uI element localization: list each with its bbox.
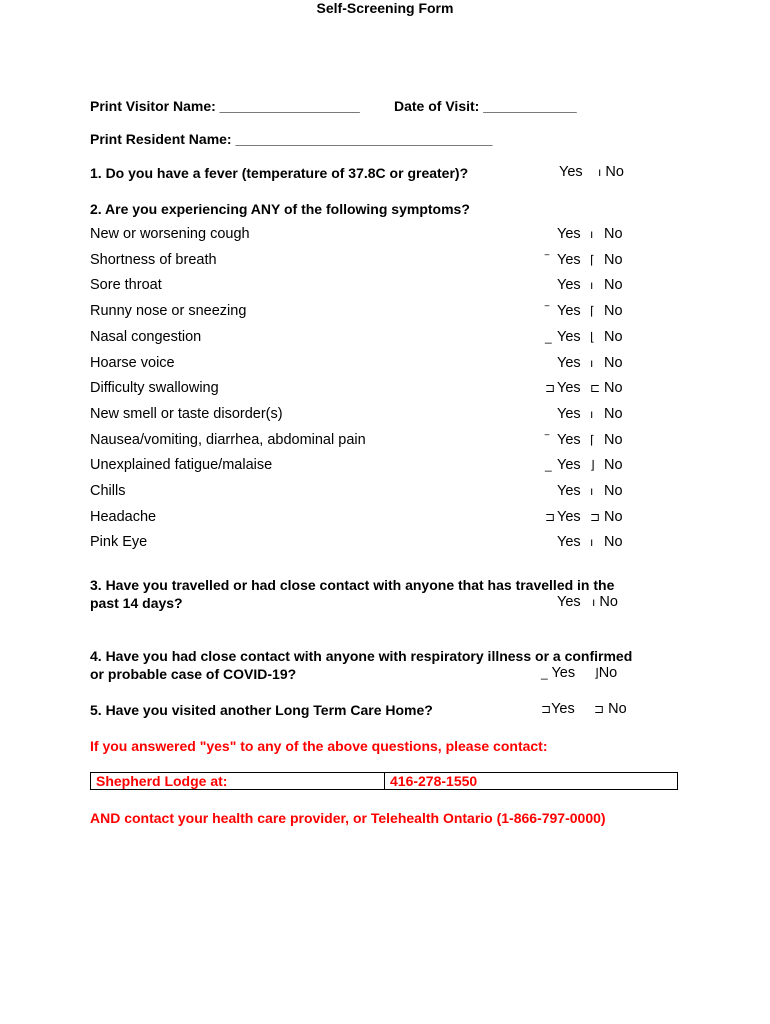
checkbox-icon[interactable]: ⌋ <box>594 666 599 680</box>
checkbox-icon[interactable]: ı <box>590 535 594 549</box>
symptom-yes-option[interactable]: ‾ Yes <box>545 432 581 448</box>
q3-no-option[interactable]: ı No <box>592 594 618 610</box>
checkbox-icon[interactable]: ⊐ <box>594 702 605 716</box>
symptom-yes-option[interactable]: Yes <box>557 277 581 293</box>
symptom-label: Pink Eye <box>90 534 148 550</box>
symptom-yes-option[interactable]: ‾ Yes <box>545 252 581 268</box>
visitor-name-field[interactable]: Print Visitor Name: __________________ <box>90 98 360 114</box>
symptom-label: New or worsening cough <box>90 226 250 242</box>
checkbox-icon[interactable]: ⌊ <box>590 330 595 344</box>
symptom-label: New smell or taste disorder(s) <box>90 406 283 422</box>
question-3-line-1: 3. Have you travelled or had close contact with anyone that has travelled in the <box>90 577 615 593</box>
checkbox-icon[interactable]: ı <box>590 278 594 292</box>
question-1: 1. Do you have a fever (temperature of 37.8C or greater)? <box>90 165 469 181</box>
symptom-yes-option[interactable]: Yes <box>557 534 581 550</box>
symptom-label: Unexplained fatigue/malaise <box>90 457 273 473</box>
symptom-yes-option[interactable]: _ Yes <box>545 329 581 345</box>
q4-yes-option[interactable]: _ Yes <box>541 665 576 681</box>
checkbox-icon[interactable]: ‾ <box>545 304 549 318</box>
symptom-no-option[interactable]: ⌈ No <box>590 432 623 448</box>
question-4-line-2: or probable case of COVID-19? <box>90 666 297 682</box>
symptom-no-option[interactable]: ⌋ No <box>590 457 623 473</box>
checkbox-icon[interactable]: ⌈ <box>590 304 595 318</box>
contact-name-cell: Shepherd Lodge at: <box>91 773 385 789</box>
q4-no-option[interactable]: ⌋No <box>594 665 618 681</box>
q3-yes-option[interactable]: Yes <box>557 594 581 610</box>
symptom-yes-option[interactable]: _ Yes <box>545 457 581 473</box>
symptom-yes-option[interactable]: ⊐ Yes <box>545 509 581 525</box>
symptom-no-option[interactable]: ⌈ No <box>590 252 623 268</box>
symptom-no-option[interactable]: ⊏ No <box>590 380 623 396</box>
symptom-label: Sore throat <box>90 277 162 293</box>
question-5: 5. Have you visited another Long Term Care Home? <box>90 702 433 718</box>
question-2: 2. Are you experiencing ANY of the following symptoms? <box>90 201 470 217</box>
contact-instruction: If you answered "yes" to any of the above questions, please contact: <box>90 738 548 754</box>
symptom-yes-option[interactable]: ⊐ Yes <box>545 380 581 396</box>
q1-yes-option[interactable]: Yes <box>559 164 583 180</box>
checkbox-icon[interactable]: ı <box>592 595 596 609</box>
checkbox-icon[interactable]: ⊐ <box>545 381 556 395</box>
q5-no-option[interactable]: ⊐ No <box>594 701 627 717</box>
checkbox-icon[interactable]: ⊏ <box>590 381 601 395</box>
symptom-no-option[interactable]: ı No <box>590 483 623 499</box>
symptom-yes-option[interactable]: Yes <box>557 406 581 422</box>
q1-no-option[interactable]: ı No <box>598 164 624 180</box>
symptom-label: Nasal congestion <box>90 329 202 345</box>
checkbox-icon[interactable]: _ <box>541 666 548 680</box>
symptom-yes-option[interactable]: Yes <box>557 355 581 371</box>
symptom-label: Shortness of breath <box>90 252 217 268</box>
checkbox-icon[interactable]: ı <box>598 165 602 179</box>
symptom-no-option[interactable]: ⌈ No <box>590 303 623 319</box>
symptom-no-option[interactable]: ı No <box>590 534 623 550</box>
symptom-yes-option[interactable]: Yes <box>557 226 581 242</box>
symptom-label: Difficulty swallowing <box>90 380 219 396</box>
resident-name-field[interactable]: Print Resident Name: _________________________________ <box>90 131 493 147</box>
checkbox-icon[interactable]: ⌈ <box>590 433 595 447</box>
checkbox-icon[interactable]: _ <box>545 330 552 344</box>
symptom-label: Chills <box>90 483 126 499</box>
symptom-no-option[interactable]: ı No <box>590 277 623 293</box>
checkbox-icon[interactable]: ‾ <box>545 253 549 267</box>
checkbox-icon[interactable]: _ <box>545 458 552 472</box>
checkbox-icon[interactable]: ı <box>590 407 594 421</box>
checkbox-icon[interactable]: ‾ <box>545 433 549 447</box>
checkbox-icon[interactable]: ⌋ <box>590 458 595 472</box>
symptom-no-option[interactable]: ı No <box>590 226 623 242</box>
symptom-yes-option[interactable]: ‾ Yes <box>545 303 581 319</box>
checkbox-icon[interactable]: ⊐ <box>541 702 552 716</box>
symptom-no-option[interactable]: ⊐ No <box>590 509 623 525</box>
symptom-no-option[interactable]: ı No <box>590 406 623 422</box>
symptom-label: Runny nose or sneezing <box>90 303 247 319</box>
symptom-label: Headache <box>90 509 157 525</box>
date-of-visit-field[interactable]: Date of Visit: ____________ <box>394 98 577 114</box>
contact-footer: AND contact your health care provider, or Telehealth Ontario (1-866-797-0000) <box>90 810 606 826</box>
checkbox-icon[interactable]: ⌈ <box>590 253 595 267</box>
question-4-line-1: 4. Have you had close contact with anyone with respiratory illness or a confirmed <box>90 648 633 664</box>
checkbox-icon[interactable]: ı <box>590 356 594 370</box>
symptom-label: Nausea/vomiting, diarrhea, abdominal pain <box>90 432 366 448</box>
checkbox-icon[interactable]: ⊐ <box>590 510 601 524</box>
checkbox-icon[interactable]: ı <box>590 227 594 241</box>
form-title: Self-Screening Form <box>316 0 454 16</box>
q5-yes-option[interactable]: ⊐Yes <box>541 701 575 717</box>
contact-table <box>90 772 678 790</box>
symptom-no-option[interactable]: ı No <box>590 355 623 371</box>
contact-phone-cell: 416-278-1550 <box>390 773 478 789</box>
symptom-label: Hoarse voice <box>90 355 175 371</box>
symptom-yes-option[interactable]: Yes <box>557 483 581 499</box>
symptom-no-option[interactable]: ⌊ No <box>590 329 623 345</box>
checkbox-icon[interactable]: ⊐ <box>545 510 556 524</box>
question-3-line-2: past 14 days? <box>90 595 183 611</box>
checkbox-icon[interactable]: ı <box>590 484 594 498</box>
